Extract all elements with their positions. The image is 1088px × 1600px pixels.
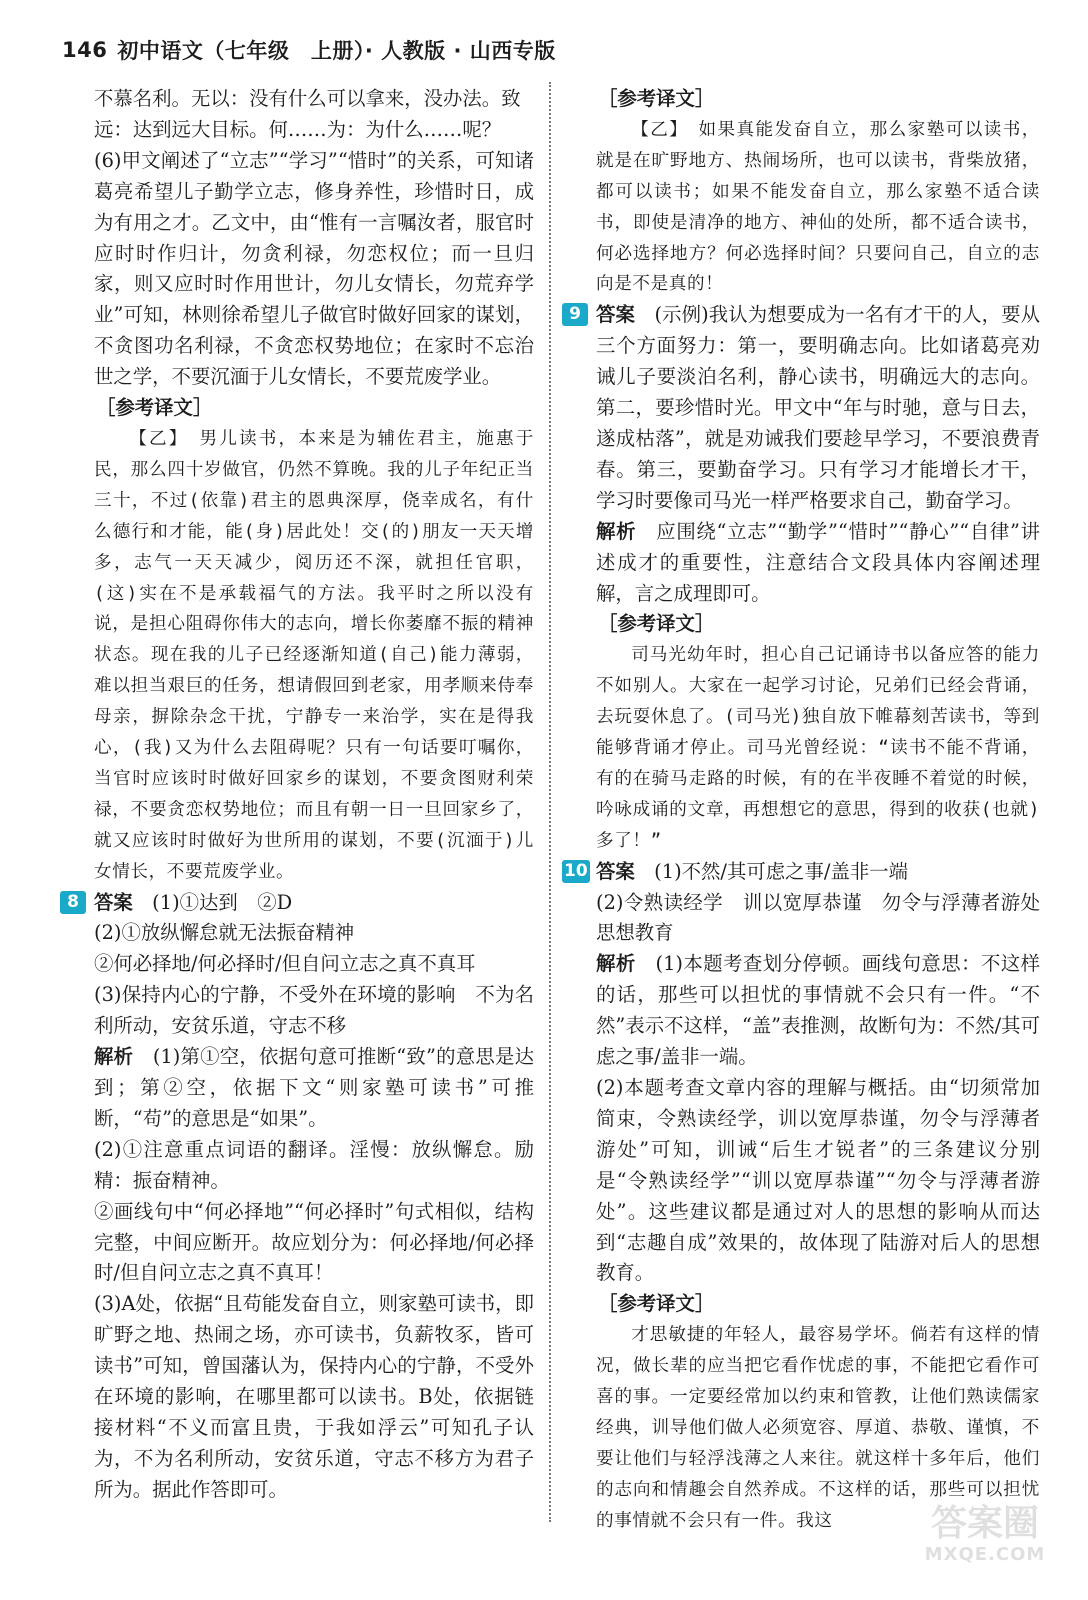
q10-analysis-1: (1)本题考查划分停顿。画线句意思：不这样的话，那些可以担忧的事情就不会只有一件。“不然”表示不这样，“盖”表推测，故断句为：不然/其可虑之事/盖非一端。	[596, 952, 1040, 1069]
answer-label: 答案	[596, 303, 635, 327]
q9-analysis: 应围绕“立志”“勤学”“惜时”“静心”“自律”讲述成才的重要性，注意结合文段具体内容阐述理解，言之成理即可。	[596, 519, 1040, 605]
reference-translation-heading: ［参考译文］	[96, 396, 213, 420]
question-9	[569, 300, 1040, 516]
reference-translation-text: 【乙】 男儿读书，本来是为辅佐君主，施惠于民，那么四十岁做官，仍然不算晚。我的儿子年纪正当三十，不过(依靠)君主的恩典深厚，侥幸成名，有什么德行和才能，能(身)居此处！交(的)朋友一天天增多，志气一天天减少，阅历还不深，就担任官职，(这)实在不是承载福气的方法。我平时之所以没有说，是担心阻碍你伟大的志向，增长你萎靡不振的精神状态。现在我的儿子已经逐渐知道(自己)能力薄弱，难以担当艰巨的任务，想请假回到老家，用孝顺来侍奉母亲，摒除杂念干扰，宁静专一来治学，实在是得我心，(我)又为什么去阻碍呢？只有一句话要叮嘱你，当官时应该时时做好回家乡的谋划，不要贪图财利荣禄，不要贪恋权势地位；而且有朝一日一旦回家乡了，就又应该时时做好为世所用的谋划，不要(沉湎于)儿女情长，不要荒废学业。	[94, 428, 534, 882]
reference-translation-heading: ［参考译文］	[598, 612, 715, 636]
question-8	[67, 888, 534, 919]
reference-translation-text: 【乙】 如果真能发奋自立，那么家塾可以读书，就是在旷野地方、热闹场所，也可以读书，背柴放猪，都可以读书；如果不能发奋自立，那么家塾不适合读书，即使是清净的地方、神仙的处所，都不适合读书，何必选择地方？何必选择时间？只要问自己，自立的志向是不是真的！	[596, 119, 1040, 295]
q10-answer-line-2: (2)令熟读经学 训以宽厚恭谨 勿令与浮薄者游处 思想教育	[596, 890, 1060, 945]
q8-answer-line-1: (1)①达到 ②D	[132, 890, 293, 914]
analysis-label: 解析	[596, 519, 637, 543]
book-title: 初中语文（七年级 上册）· 人教版 · 山西专版	[117, 39, 556, 63]
analysis-label: 解析	[94, 1045, 134, 1069]
q8-analysis-1: (1)第①空，依据句意可推断“致”的意思是达到；第②空，依据下文“则家塾可读书”可推断，“苟”的意思是“如果”。	[94, 1045, 535, 1130]
q8-answer-line-3: ②何必择地/何必择时/但自问立志之真不真耳	[94, 952, 476, 976]
answer-label: 答案	[94, 890, 133, 914]
right-column	[564, 84, 1060, 1537]
question-number-badge: 9	[562, 303, 588, 326]
watermark	[910, 1504, 1060, 1566]
question-10	[564, 857, 1040, 888]
q8-analysis-3: ②画线句中“何必择地”“何必择时”句式相似，结构完整，中间应断开。故应划分为：何必择地/何必择时/但自问立志之真不真耳！	[94, 1199, 534, 1285]
answer-label: 答案	[596, 859, 635, 883]
q8-analysis-2: (2)①注意重点词语的翻译。淫慢：放纵懈怠。励精：振奋精神。	[94, 1137, 534, 1192]
reference-translation-text: 才思敏捷的年轻人，最容易学坏。倘若有这样的情况，做长辈的应当把它看作忧虑的事，不能把它看作可喜的事。一定要经常加以约束和管教，让他们熟读儒家经典，训导他们做人必须宽容、厚道、恭敬、谨慎，不要让他们与轻浮浅薄之人来往。就这样十多年后，他们的志向和情趣会自然养成。不这样的话，那些可以担忧的事情就不会只有一件。我这	[596, 1325, 1040, 1531]
watermark-url: MXQE.COM	[924, 1544, 1046, 1565]
q9-answer: (示例)我认为想要成为一名有才干的人，要从三个方面努力：第一，要明确志向。比如诸葛亮劝诫儿子要淡泊名利，静心读书，明确远大的志向。第二，要珍惜时光。甲文中“年与时驰，意与日去，遂成枯落”，就是劝诫我们要趁早学习，不要浪费青春。第三，要勤奋学习。只有学习才能增长才干，学习时要像司马光一样严格要求自己，勤奋学习。	[596, 303, 1040, 512]
q8-analysis-4: (3)A处，依据“且苟能发奋自立，则家塾可读书，即旷野之地、热闹之场，亦可读书，负薪牧豕，皆可读书”可知，曾国藩认为，保持内心的宁静，不受外在环境的影响，在哪里都可以读书。B处，依据链接材料“不义而富且贵，于我如浮云”可知孔子认为，不为名利所动，安贫乐道，守志不移方为君子所为。据此作答即可。	[94, 1292, 534, 1501]
q8-answer-line-2: (2)①放纵懈怠就无法振奋精神	[94, 921, 355, 945]
column-divider	[549, 82, 551, 1522]
q6-answer: (6)甲文阐述了“立志”“学习”“惜时”的关系，可知诸葛亮希望儿子勤学立志，修身养性，珍惜时日，成为有用之才。乙文中，由“惟有一言嘱汝者，服官时应时时作归计，勿贪利禄，勿恋权位；而一旦归家，则又应时时作用世计，勿儿女情长，勿荒弃学业”可知，林则徐希望儿子做官时做好回家的谋划，不贪图功名利禄，不贪恋权势地位；在家时不忘治世之学，不要沉湎于儿女情长，不要荒废学业。	[94, 148, 534, 389]
question-number-badge: 10	[564, 860, 588, 881]
watermark-logo: 答案圈	[930, 1503, 1039, 1544]
q8-answer-line-4: (3)保持内心的宁静，不受外在环境的影响 不为名利所动，安贫乐道，守志不移	[94, 983, 534, 1038]
reference-translation-heading: ［参考译文］	[598, 87, 715, 110]
reference-translation-heading: ［参考译文］	[598, 1292, 715, 1316]
intro-line-1: 不慕名利。无以：没有什么可以拿来，没办法。致	[94, 87, 521, 110]
intro-line-2: 远：达到远大目标。何……为：为什么……呢？	[94, 117, 502, 141]
reference-translation-text: 司马光幼年时，担心自己记诵诗书以备应答的能力不如别人。大家在一起学习讨论，兄弟们已经会背诵，去玩耍休息了。(司马光)独自放下帷幕刻苦读书，等到能够背诵才停止。司马光曾经说：“读书不能不背诵，有的在骑马走路的时候，有的在半夜睡不着觉的时候，吟咏成诵的文章，再想想它的意思，得到的收获(也就)多了！”	[596, 645, 1040, 851]
page-header	[62, 34, 556, 66]
analysis-label: 解析	[596, 952, 636, 976]
question-number-badge: 8	[60, 891, 86, 914]
left-column	[67, 84, 535, 1506]
q10-analysis-2: (2)本题考查文章内容的理解与概括。由“切须常加简束，令熟读经学，训以宽厚恭谨，勿令与浮薄者游处”可知，训诫“后生才锐者”的三条建议分别是“令熟读经学”“训以宽厚恭谨”“勿令与浮薄者游处”。这些建议都是通过对人的思想的影响从而达到“志趣自成”效果的，故体现了陆游对后人的思想教育。	[596, 1076, 1040, 1285]
page-number: 146	[62, 38, 108, 62]
q10-answer-line-1: (1)不然/其可虑之事/盖非一端	[634, 859, 909, 883]
